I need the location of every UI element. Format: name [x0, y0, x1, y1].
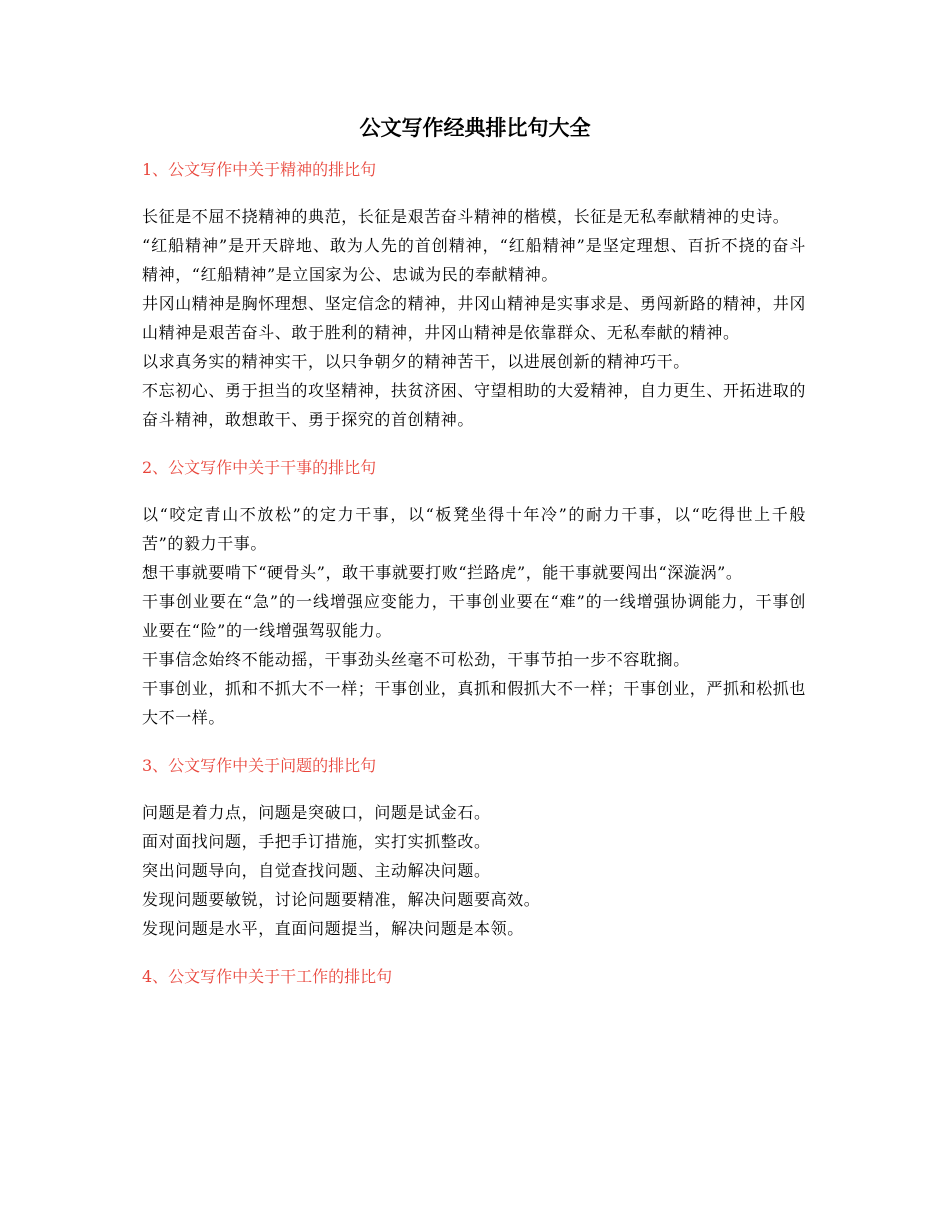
paragraph: 发现问题要敏锐，讨论问题要精准，解决问题要高效。 [142, 890, 541, 909]
section-heading: 3、公文写作中关于问题的排比句 [142, 756, 377, 775]
section-work [142, 963, 806, 991]
section-spirit [142, 156, 806, 434]
document-title: 公文写作经典排比句大全 [359, 115, 591, 140]
section-doing-things [142, 454, 806, 732]
section-heading: 1、公文写作中关于精神的排比句 [142, 160, 377, 179]
paragraph: 想干事就要啃下“硬骨头”，敢干事就要打败“拦路虎”，能干事就要闯出“深漩涡”。 [142, 563, 743, 582]
paragraph: “红船精神”是开天辟地、敢为人先的首创精神，“红船精神”是坚定理想、百折不挠的奋斗精神，“红船精神”是立国家为公、忠诚为民的奉献精神。 [142, 236, 806, 284]
paragraph: 以“咬定青山不放松”的定力干事，以“板凳坐得十年冷”的耐力干事，以“吃得世上千般苦”的毅力干事。 [142, 505, 806, 553]
paragraph: 以求真务实的精神实干，以只争朝夕的精神苦干，以进展创新的精神巧干。 [142, 352, 690, 371]
section-heading: 2、公文写作中关于干事的排比句 [142, 458, 377, 477]
section-heading: 4、公文写作中关于干工作的排比句 [142, 967, 393, 986]
paragraph: 长征是不屈不挠精神的典范，长征是艰苦奋斗精神的楷模，长征是无私奉献精神的史诗。 [142, 207, 790, 226]
paragraph: 面对面找问题，手把手订措施，实打实抓整改。 [142, 832, 491, 851]
paragraph: 不忘初心、勇于担当的攻坚精神，扶贫济困、守望相助的大爱精神，自力更生、开拓进取的奋斗精神，敢想敢干、勇于探究的首创精神。 [142, 381, 807, 429]
paragraph: 干事创业，抓和不抓大不一样；干事创业，真抓和假抓大不一样；干事创业，严抓和松抓也大不一样。 [142, 679, 807, 727]
paragraph: 问题是着力点，问题是突破口，问题是试金石。 [142, 803, 491, 822]
paragraph: 突出问题导向，自觉查找问题、主动解决问题。 [142, 861, 491, 880]
paragraph: 干事创业要在“急”的一线增强应变能力，干事创业要在“难”的一线增强协调能力，干事创业要在“险”的一线增强驾驭能力。 [142, 592, 806, 640]
paragraph: 井冈山精神是胸怀理想、坚定信念的精神，井冈山精神是实事求是、勇闯新路的精神，井冈山精神是艰苦奋斗、敢于胜利的精神，井冈山精神是依靠群众、无私奉献的精神。 [142, 294, 807, 342]
section-problems [142, 752, 806, 943]
paragraph: 干事信念始终不能动摇，干事劲头丝毫不可松劲，干事节拍一步不容耽搁。 [142, 650, 690, 669]
paragraph: 发现问题是水平，直面问题提当，解决问题是本领。 [142, 919, 524, 938]
document-body [142, 156, 806, 1011]
